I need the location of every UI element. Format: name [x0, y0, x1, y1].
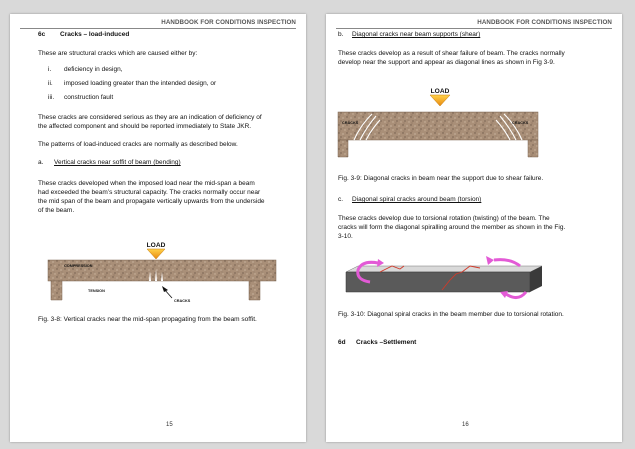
cracks-label: CRACKS: [342, 121, 359, 125]
body-line: cracks will form the diagonal spiralling around the member as shown in the Fig.: [338, 224, 566, 231]
beam-front-face: [346, 272, 530, 292]
subsection-title: Diagonal spiral cracks around beam (torsion): [352, 196, 482, 203]
load-label: LOAD: [430, 88, 450, 95]
tension-label: TENSION: [88, 289, 105, 293]
load-label: LOAD: [146, 242, 166, 249]
page-15: [10, 14, 306, 442]
right-support: [249, 281, 260, 300]
shear-crack-figure: [338, 84, 548, 159]
cause-text: construction fault: [64, 94, 114, 101]
torsion-crack-figure: [340, 250, 550, 305]
intro-text: These are structural cracks which are caused either by:: [38, 50, 198, 57]
cracks-label: CRACKS: [174, 299, 191, 303]
arrowhead-icon: [486, 256, 494, 265]
torsion-arrow-icon: [506, 292, 526, 298]
section-title: Cracks –Settlement: [356, 339, 417, 346]
cracks-label: CRACKS: [512, 121, 529, 125]
subsection-title: Vertical cracks near soffit of beam (bending): [54, 159, 181, 166]
page-number: 16: [462, 422, 469, 428]
right-support: [528, 140, 538, 157]
page-number: 15: [166, 422, 173, 428]
running-header: HANDBOOK FOR CONDITIONS INSPECTION: [477, 19, 612, 26]
body-line: These cracks developed when the imposed load near the mid-span a beam: [38, 180, 255, 187]
section-title: Cracks – load-induced: [60, 31, 130, 38]
body-line: The patterns of load-induced cracks are normally as described below.: [38, 141, 238, 148]
body-line: These cracks are considered serious as they are an indication of deficiency of: [38, 114, 262, 121]
body-line: develop near the support and appear as diagonal lines as shown in Fig 3-9.: [338, 59, 555, 66]
subsection-number: a.: [38, 159, 44, 166]
body-line: 3-10.: [338, 233, 353, 240]
left-support: [51, 281, 62, 300]
compression-label: COMPRESSION: [64, 264, 93, 268]
header-rule: [20, 28, 296, 29]
body-line: of the beam.: [38, 207, 75, 214]
figure-caption: Fig. 3-8: Vertical cracks near the mid-span propagating from the beam soffit.: [38, 316, 257, 323]
body-line: These cracks develop due to torsional rotation (twisting) of the beam. The: [338, 215, 550, 222]
cause-text: imposed loading greater than the intended design, or: [64, 80, 217, 87]
section-number: 6d: [338, 339, 346, 346]
cause-num: i.: [48, 66, 52, 73]
torsion-arrow-icon: [494, 260, 520, 266]
load-arrow-icon: [430, 95, 450, 106]
bending-crack-figure: [40, 236, 290, 306]
arrowhead-icon: [162, 286, 168, 292]
body-line: had exceeded the beam’s structural capacity. The cracks normally occur near: [38, 189, 261, 196]
subsection-number: b.: [338, 31, 344, 38]
figure-caption: Fig. 3-10: Diagonal spiral cracks in the beam member due to torsional rotation.: [338, 311, 564, 318]
beam-top-face: [346, 266, 542, 272]
cause-num: ii.: [48, 80, 53, 87]
section-number: 6c: [38, 31, 46, 38]
body-line: the affected component and should be reported immediately to State JKR.: [38, 123, 252, 130]
figure-caption: Fig. 3-9: Diagonal cracks in beam near the support due to shear failure.: [338, 175, 544, 182]
body-line: the mid span of the beam and propagate vertically upwards from the underside: [38, 198, 265, 205]
page-16: [326, 14, 622, 442]
body-line: These cracks develop as a result of shear failure of beam. The cracks normally: [338, 50, 565, 57]
header-rule: [336, 28, 612, 29]
subsection-title: Diagonal cracks near beam supports (shear): [352, 31, 481, 38]
load-arrow-icon: [147, 249, 165, 259]
running-header: HANDBOOK FOR CONDITIONS INSPECTION: [161, 19, 296, 26]
cause-text: deficiency in design,: [64, 66, 123, 73]
cause-num: iii.: [48, 94, 55, 101]
subsection-number: c.: [338, 196, 344, 203]
left-support: [338, 140, 348, 157]
